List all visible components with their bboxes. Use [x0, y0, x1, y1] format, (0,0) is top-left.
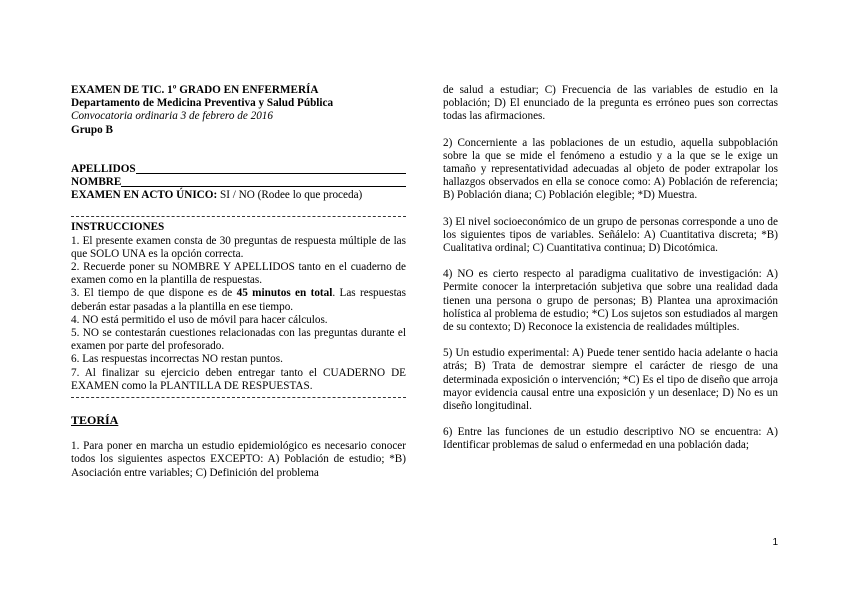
acto-unico-label: EXAMEN EN ACTO ÚNICO: — [71, 189, 218, 202]
instructions-title: INSTRUCCIONES — [71, 221, 165, 234]
apellidos-line — [136, 163, 406, 174]
divider-bottom — [71, 397, 406, 398]
left-column — [71, 84, 406, 480]
instruction-3-post: . Las respuestas deberán estar pasadas a la plantilla en ese tiempo. — [71, 287, 406, 313]
question-4: 4) NO es cierto respecto al paradigma cualitativo de investigación: A) Permite conocer la interpretación subjetiva que sobre una realidad dada tienen una persona o grupo de personas; B) Plantea una aproximación holística al problema de estudio; *C) Los sujetos son estudiados al margen de su contexto; D) Reconoce la existencia de realidades múltiples. — [443, 268, 778, 334]
question-1: 1. Para poner en marcha un estudio epidemiológico es necesario conocer todos los siguientes aspectos EXCEPTO: A) Población de estudio; *B) Asociación entre variables; C) Definición del problema — [71, 440, 406, 479]
question-6: 6) Entre las funciones de un estudio descriptivo NO se encuentra: A) Identificar problemas de salud o enfermedad en una población dada; — [443, 426, 778, 452]
exam-title: EXAMEN DE TIC. 1º GRADO EN ENFERMERÍA — [71, 84, 319, 96]
instruction-6: 6. Las respuestas incorrectas NO restan puntos. — [71, 353, 283, 366]
acto-unico-options[interactable]: SI / NO (Rodee lo que proceda) — [217, 189, 363, 202]
apellidos-field[interactable] — [71, 163, 406, 176]
right-column — [443, 84, 778, 466]
question-2: 2) Concerniente a las poblaciones de un estudio, aquella subpoblación sobre la que se mide el fenómeno a estudio y a la que se le exige un tamaño y representatividad adecuadas al objeto de poder extrapolar los hallazgos observados en ella se conoce como: A) Población de referencia; B) Población diana; C) Población elegible; *D) Muestra. — [443, 136, 778, 202]
department: Departamento de Medicina Preventiva y Salud Pública — [71, 97, 334, 110]
nombre-field[interactable] — [71, 176, 406, 189]
acto-unico-row — [71, 189, 406, 202]
page-number: 1 — [772, 537, 778, 548]
divider-top — [71, 216, 406, 217]
instruction-5: 5. NO se contestarán cuestiones relacionadas con las preguntas durante el examen por parte del profesorado. — [71, 327, 406, 353]
theory-title: TEORÍA — [71, 413, 119, 428]
exam-date: Convocatoria ordinaria 3 de febrero de 2016 — [71, 110, 273, 123]
question-5: 5) Un estudio experimental: A) Puede tener sentido hacia adelante o hacia atrás; B) Trata de demostrar siempre el carácter de riesgo de una determinada exposición o intervención; *C) Es el tipo de diseño que arroja mayor evidencia causal entre una exposición y un desenlace; D) No es un diseño longitudinal. — [443, 347, 778, 413]
instruction-3-bold: 45 minutos en total — [236, 287, 333, 300]
apellidos-label: APELLIDOS — [71, 162, 136, 175]
nombre-line — [121, 176, 406, 187]
instruction-3 — [71, 287, 406, 313]
instruction-4: 4. NO está permitido el uso de móvil para hacer cálculos. — [71, 313, 328, 326]
nombre-label: NOMBRE — [71, 176, 122, 189]
instruction-1: 1. El presente examen consta de 30 preguntas de respuesta múltiple de las que SOLO UNA es la opción correcta. — [71, 234, 406, 260]
question-3: 3) El nivel socioeconómico de un grupo de personas corresponde a uno de los siguientes tipos de variables. Señálelo: A) Cuantitativa discreta; *B) Cualitativa ordinal; C) Cuantitativa continua; D) Dicotómica. — [443, 215, 778, 255]
instruction-7: 7. Al finalizar su ejercicio deben entregar tanto el CUADERNO DE EXAMEN como la PLANTILLA DE RESPUESTAS. — [71, 366, 406, 392]
instruction-3-pre: 3. El tiempo de que dispone es de — [71, 287, 237, 300]
question-1-continued: de salud a estudiar; C) Frecuencia de las variables de estudio en la población; D) El enunciado de la pregunta es erróneo pues son correctas todas las afirmaciones. — [443, 84, 778, 123]
group: Grupo B — [71, 123, 113, 136]
instruction-2: 2. Recuerde poner su NOMBRE Y APELLIDOS tanto en el cuaderno de examen como en la plantilla de respuestas. — [71, 261, 406, 287]
